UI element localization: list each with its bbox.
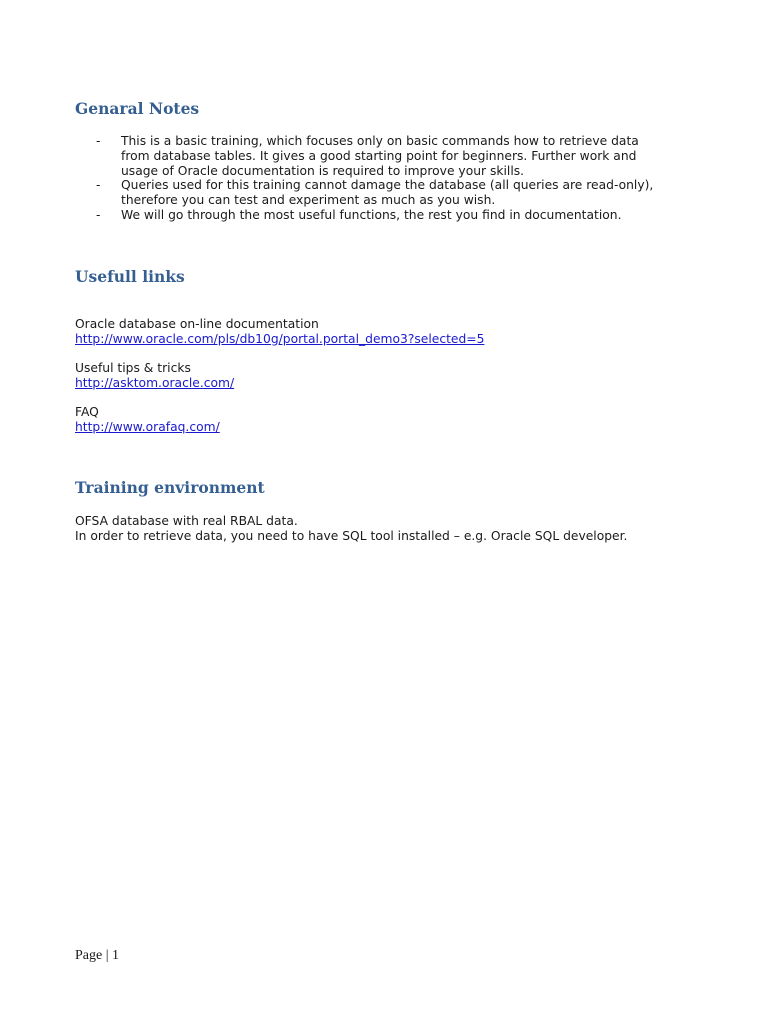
oracle-docs-link[interactable]: http://www.oracle.com/pls/db10g/portal.portal_demo3?selected=5 [75,331,485,346]
useful-links-heading: Usefull links [75,267,185,286]
page-number: Page | 1 [75,948,120,963]
list-item-line: from database tables. It gives a good starting point for beginners. Further work and [121,148,637,163]
asktom-link[interactable]: http://asktom.oracle.com/ [75,375,235,390]
orafaq-link[interactable]: http://www.orafaq.com/ [75,419,220,434]
link-label: Useful tips & tricks [75,361,191,375]
list-item-line: We will go through the most useful functions, the rest you find in documentation. [121,207,622,222]
bullet-dash: - [96,134,101,148]
list-item-line: usage of Oracle documentation is required to improve your skills. [121,163,525,178]
link-label: FAQ [75,405,99,419]
list-item [96,178,696,208]
training-environment-text [75,514,715,544]
link-group-faq [75,405,715,435]
list-item [96,134,696,178]
link-label: Oracle database on-line documentation [75,317,319,331]
general-notes-heading: Genaral Notes [75,99,200,118]
bullet-dash: - [96,178,101,193]
paragraph-line: OFSA database with real RBAL data. [75,514,298,528]
training-environment-heading: Training environment [75,478,265,497]
list-item-line: This is a basic training, which focuses only on basic commands how to retrieve data [121,134,639,148]
link-group-tips [75,361,715,391]
general-notes-list [96,134,696,223]
list-item-line: Queries used for this training cannot damage the database (all queries are read-only), [121,178,654,193]
paragraph-line: In order to retrieve data, you need to have SQL tool installed – e.g. Oracle SQL developer. [75,528,628,543]
list-item-line: therefore you can test and experiment as much as you wish. [121,193,496,208]
link-group-oracle-docs [75,317,715,347]
bullet-dash: - [96,207,101,222]
list-item [96,208,696,223]
